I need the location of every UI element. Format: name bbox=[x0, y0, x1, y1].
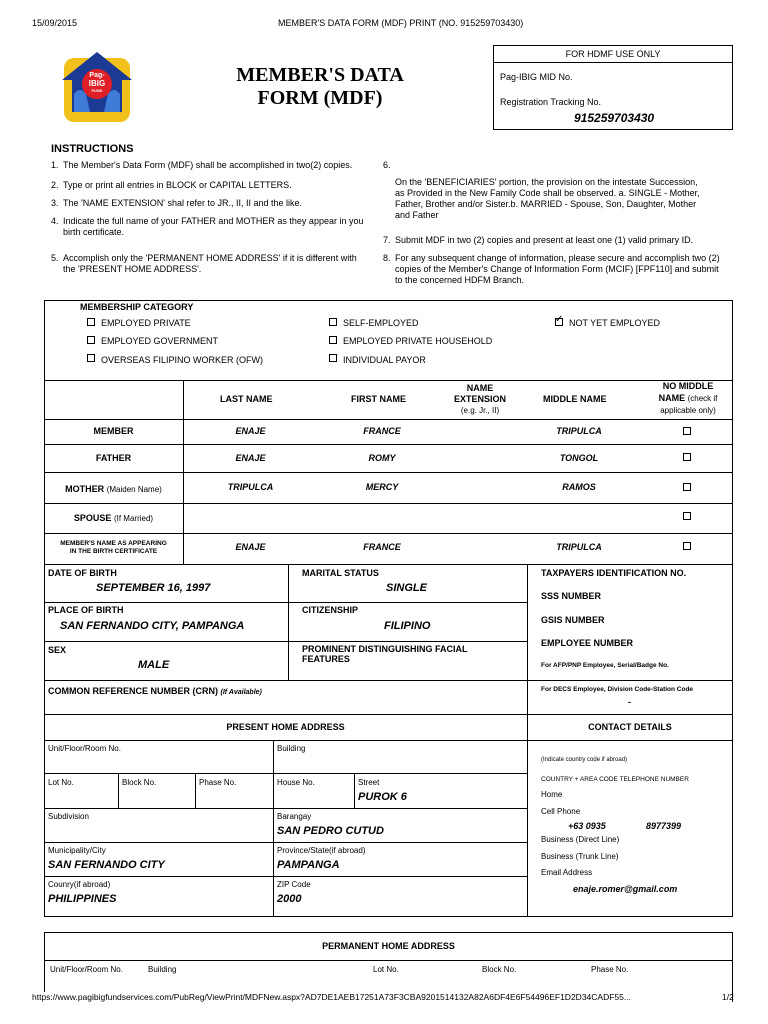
row-label-member: MEMBER bbox=[93, 426, 134, 436]
checkbox-mother-no-middle-name[interactable] bbox=[683, 483, 691, 491]
facial-features-label: PROMINENT DISTINGUISHING FACIAL FEATURES bbox=[302, 644, 468, 664]
perm-block-label: Block No. bbox=[482, 965, 517, 974]
logo-text-2: IBIG bbox=[88, 79, 106, 88]
cell-phone-number: 8977399 bbox=[646, 821, 682, 831]
citizenship-value: FILIPINO bbox=[384, 620, 431, 632]
pob-label: PLACE OF BIRTH bbox=[48, 605, 124, 615]
mid-label: Pag-IBIG MID No. bbox=[500, 72, 573, 82]
option-employed-government: EMPLOYED GOVERNMENT bbox=[101, 336, 219, 346]
zip-label: ZIP Code bbox=[277, 880, 311, 889]
phone-columns-header: COUNTRY + AREA CODE TELEPHONE NUMBER bbox=[541, 776, 689, 783]
instruction-item: 1. The Member's Data Form (MDF) shall be accomplished in two(2) copies. bbox=[51, 160, 353, 170]
row-label-mother: MOTHER (Maiden Name) bbox=[65, 484, 162, 494]
afp-pnp-label: For AFP/PNP Employee, Serial/Badge No. bbox=[541, 662, 669, 669]
checkbox-not-yet-employed[interactable] bbox=[555, 318, 563, 326]
mother-middle-name: RAMOS bbox=[562, 482, 596, 492]
col-middle-name: MIDDLE NAME bbox=[543, 394, 607, 404]
checkbox-spouse-no-middle-name[interactable] bbox=[683, 512, 691, 520]
option-employed-private-household: EMPLOYED PRIVATE HOUSEHOLD bbox=[343, 336, 493, 346]
option-employed-private: EMPLOYED PRIVATE bbox=[101, 318, 191, 328]
business-direct-label: Business (Direct Line) bbox=[541, 835, 620, 844]
option-ofw: OVERSEAS FILIPINO WORKER (OFW) bbox=[101, 355, 264, 365]
building-label: Building bbox=[277, 744, 306, 753]
hdmf-heading: FOR HDMF USE ONLY bbox=[565, 49, 661, 59]
indicate-country-code-note: (Indicate country code if abroad) bbox=[541, 757, 628, 763]
logo-text-1: Pag- bbox=[89, 72, 105, 79]
col-last-name: LAST NAME bbox=[220, 394, 273, 404]
province-value: PAMPANGA bbox=[277, 859, 340, 871]
phase-label: Phase No. bbox=[199, 778, 237, 787]
option-self-employed: SELF-EMPLOYED bbox=[343, 318, 419, 328]
block-label: Block No. bbox=[122, 778, 157, 787]
checkbox-ofw[interactable] bbox=[87, 354, 95, 362]
mother-first-name: MERCY bbox=[365, 482, 399, 492]
decs-label: For DECS Employee, Division Code-Station Code bbox=[541, 686, 694, 693]
instruction-item: 3. The 'NAME EXTENSION' shal refer to JR., II, II and the like. bbox=[51, 198, 303, 208]
permanent-address-heading: PERMANENT HOME ADDRESS bbox=[322, 941, 455, 951]
cell-phone-label: Cell Phone bbox=[541, 807, 581, 816]
contact-details-heading: CONTACT DETAILS bbox=[588, 722, 672, 732]
father-first-name: ROMY bbox=[368, 453, 396, 463]
perm-building-label: Building bbox=[148, 965, 177, 974]
print-date: 15/09/2015 bbox=[32, 18, 78, 28]
row-label-father: FATHER bbox=[95, 453, 132, 463]
marital-status-label: MARITAL STATUS bbox=[302, 568, 379, 578]
checkbox-individual-payor[interactable] bbox=[329, 354, 337, 362]
col-no-middle-name: NO MIDDLE NAME (check if applicable only) bbox=[658, 381, 718, 415]
pob-value: SAN FERNANDO CITY, PAMPANGA bbox=[60, 620, 245, 632]
pag-ibig-logo bbox=[60, 50, 134, 124]
member-middle-name: TRIPULCA bbox=[556, 426, 602, 436]
country-value: PHILIPPINES bbox=[48, 893, 117, 905]
membership-category-heading: MEMBERSHIP CATEGORY bbox=[80, 302, 194, 312]
checkbox-employed-government[interactable] bbox=[87, 336, 95, 344]
dob-value: SEPTEMBER 16, 1997 bbox=[96, 582, 211, 594]
instruction-item-6-number: 6. bbox=[383, 160, 391, 170]
subdivision-label: Subdivision bbox=[48, 812, 89, 821]
perm-unit-label: Unit/Floor/Room No. bbox=[50, 965, 123, 974]
email-value: enaje.romer@gmail.com bbox=[573, 884, 678, 894]
barangay-value: SAN PEDRO CUTUD bbox=[277, 825, 384, 837]
page-number: 1/2 bbox=[722, 992, 734, 1002]
instruction-item-6-text: On the 'BENEFICIARIES' portion, the provision on the intestate Succession, as Provided in the New Family Code shall be observed. a. SINGLE - Mother, Father, Brother and/or Sister.b. MARRIED - Spouse, Son, Daughter, Mother and Father bbox=[395, 177, 700, 220]
print-title: MEMBER'S DATA FORM (MDF) PRINT (NO. 915259703430) bbox=[278, 18, 524, 28]
logo-text-3: FUND bbox=[91, 88, 103, 93]
municipality-label: Municipality/City bbox=[48, 846, 106, 855]
unit-label: Unit/Floor/Room No. bbox=[48, 744, 121, 753]
street-label: Street bbox=[358, 778, 380, 787]
checkbox-employed-private[interactable] bbox=[87, 318, 95, 326]
tin-label: TAXPAYERS IDENTIFICATION NO. bbox=[541, 568, 687, 578]
house-label: House No. bbox=[277, 778, 315, 787]
father-last-name: ENAJE bbox=[235, 453, 266, 463]
form-title-line-1: MEMBER'S DATA bbox=[236, 64, 404, 86]
sex-value: MALE bbox=[138, 659, 170, 671]
footer-url: https://www.pagibigfundservices.com/PubReg/ViewPrint/MDFNew.aspx?AD7DE1AEB17251A73F3CBA9201514132A82A6DF4E6F54496EF1D2D34CADF55... bbox=[32, 992, 722, 1002]
member-last-name: ENAJE bbox=[235, 426, 266, 436]
province-label: Province/State(if abroad) bbox=[277, 846, 366, 855]
cell-phone-code: +63 0935 bbox=[568, 821, 606, 831]
gsis-label: GSIS NUMBER bbox=[541, 615, 605, 625]
option-individual-payor: INDIVIDUAL PAYOR bbox=[343, 355, 426, 365]
municipality-value: SAN FERNANDO CITY bbox=[48, 859, 165, 871]
form-title-line-2: FORM (MDF) bbox=[257, 87, 383, 109]
perm-phase-label: Phase No. bbox=[591, 965, 629, 974]
present-address-heading: PRESENT HOME ADDRESS bbox=[226, 722, 345, 732]
form-title bbox=[200, 64, 440, 110]
instructions-heading: INSTRUCTIONS bbox=[51, 143, 134, 155]
rtn-value: 915259703430 bbox=[574, 111, 655, 125]
row-label-birth-certificate-name: MEMBER'S NAME AS APPEARING IN THE BIRTH CERTIFICATE bbox=[60, 540, 167, 555]
member-first-name: FRANCE bbox=[363, 426, 401, 436]
street-value: PUROK 6 bbox=[358, 791, 407, 803]
col-name-extension: NAME EXTENSION (e.g. Jr., II) bbox=[453, 383, 506, 415]
crn-label: COMMON REFERENCE NUMBER (CRN) (If Available) bbox=[48, 686, 262, 696]
country-label: Counry(if abroad) bbox=[48, 880, 111, 889]
checkbox-self-employed[interactable] bbox=[329, 318, 337, 326]
mother-last-name: TRIPULCA bbox=[227, 482, 274, 492]
employee-number-label: EMPLOYEE NUMBER bbox=[541, 638, 634, 648]
zip-value: 2000 bbox=[277, 893, 302, 905]
instruction-item: 8. For any subsequent change of information, please secure and accomplish two (2) copies of the Member's Change of Information Form (MCIF) [FPF110] and submit to the concerned HDFM Branch. bbox=[383, 253, 720, 285]
email-label: Email Address bbox=[541, 868, 593, 877]
home-phone-label: Home bbox=[541, 790, 563, 799]
business-trunk-label: Business (Trunk Line) bbox=[541, 852, 619, 861]
sss-label: SSS NUMBER bbox=[541, 591, 602, 601]
rtn-label: Registration Tracking No. bbox=[500, 97, 602, 107]
instruction-item: 5. Accomplish only the 'PERMANENT HOME ADDRESS' if it is different with the 'PRESENT HOME ADDRESS'. bbox=[51, 253, 357, 274]
marital-status-value: SINGLE bbox=[386, 582, 427, 594]
col-first-name: FIRST NAME bbox=[351, 394, 406, 404]
sex-label: SEX bbox=[48, 645, 67, 655]
option-not-yet-employed: NOT YET EMPLOYED bbox=[569, 318, 661, 328]
member-data-form bbox=[44, 300, 733, 917]
instruction-item: 4. Indicate the full name of your FATHER and MOTHER as they appear in you birth certificate. bbox=[51, 216, 364, 237]
checkbox-father-no-middle-name[interactable] bbox=[683, 453, 691, 461]
barangay-label: Barangay bbox=[277, 812, 312, 821]
birthcert-first-name: FRANCE bbox=[363, 542, 401, 552]
checkbox-birthcert-no-middle-name[interactable] bbox=[683, 542, 691, 550]
father-middle-name: TONGOL bbox=[559, 453, 599, 463]
checkbox-member-no-middle-name[interactable] bbox=[683, 427, 691, 435]
row-label-spouse: SPOUSE (If Married) bbox=[73, 513, 154, 523]
birthcert-last-name: ENAJE bbox=[235, 542, 266, 552]
dob-label: DATE OF BIRTH bbox=[48, 568, 117, 578]
perm-lot-label: Lot No. bbox=[373, 965, 399, 974]
instruction-item: 7. Submit MDF in two (2) copies and present at least one (1) valid primary ID. bbox=[383, 235, 694, 245]
citizenship-label: CITIZENSHIP bbox=[302, 605, 359, 615]
lot-label: Lot No. bbox=[48, 778, 74, 787]
instruction-item: 2. Type or print all entries in BLOCK or CAPITAL LETTERS. bbox=[51, 180, 292, 190]
birthcert-middle-name: TRIPULCA bbox=[556, 542, 602, 552]
checkbox-employed-private-household[interactable] bbox=[329, 336, 337, 344]
decs-value: - bbox=[628, 697, 631, 707]
